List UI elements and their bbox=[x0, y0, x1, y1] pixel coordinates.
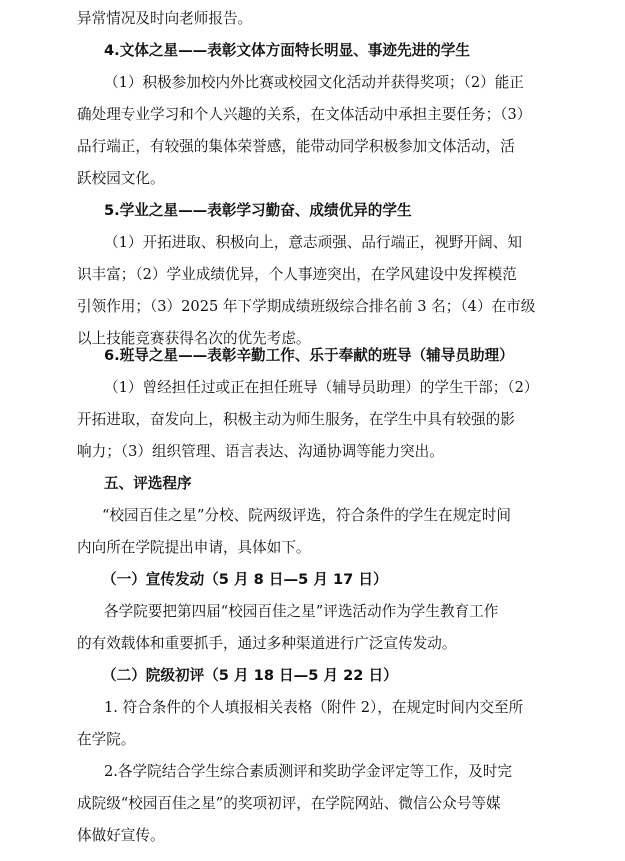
text-line: 确处理专业学习和个人兴趣的关系，在文体活动中承担主要任务；（3） bbox=[77, 106, 532, 123]
text-line: 异常情况及时向老师报告。 bbox=[77, 10, 253, 27]
text-line: 品行端正，有较强的集体荣誉感，能带动同学积极参加文体活动，活 bbox=[77, 138, 515, 155]
text-line: 在学院。 bbox=[77, 731, 136, 748]
subsection-heading-1: （一）宣传发动（5 月 8 日—5 月 17 日） bbox=[102, 571, 388, 588]
text-line: 体做好宣传。 bbox=[77, 827, 165, 844]
text-line: 成院级“校园百佳之星”的奖项初评，在学院网站、微信公众号等媒 bbox=[77, 795, 501, 812]
text-line: 内向所在学院提出申请，具体如下。 bbox=[77, 539, 311, 556]
section-heading-4: 4.文体之星——表彰文体方面特长明显、事迹先进的学生 bbox=[104, 42, 470, 59]
section-heading-6: 6.班导之星——表彰辛勤工作、乐于奉献的班导（辅导员助理） bbox=[104, 347, 514, 364]
text-line: 以上技能竞赛获得名次的优先考虑。 bbox=[77, 330, 311, 347]
text-line: 引领作用；（3）2025 年下学期成绩班级综合排名前 3 名；（4）在市级 bbox=[77, 298, 536, 315]
text-line: “校园百佳之星”分校、院两级评选，符合条件的学生在规定时间 bbox=[102, 507, 511, 524]
text-line: 1. 符合条件的个人填报相关表格（附件 2），在规定时间内交至所 bbox=[104, 699, 524, 716]
text-line: （1）积极参加校内外比赛或校园文化活动并获得奖项；（2）能正 bbox=[104, 74, 524, 91]
text-line: 各学院要把第四届“校园百佳之星”评选活动作为学生教育工作 bbox=[104, 603, 499, 620]
subsection-heading-2: （二）院级初评（5 月 18 日—5 月 22 日） bbox=[102, 667, 398, 684]
text-line: （1）曾经担任过或正在担任班导（辅导员助理）的学生干部；（2） bbox=[104, 379, 539, 396]
text-line: （1）开拓进取、积极向上，意志顽强、品行端正，视野开阔、知 bbox=[104, 234, 522, 251]
text-line: 跃校园文化。 bbox=[77, 170, 165, 187]
text-line: 开拓进取，奋发向上，积极主动为师生服务，在学生中具有较强的影 bbox=[77, 411, 515, 428]
text-line: 识丰富；（2）学业成绩优异，个人事迹突出，在学风建设中发挥模范 bbox=[77, 266, 517, 283]
chapter-heading-5: 五、评选程序 bbox=[104, 475, 192, 492]
section-heading-5: 5.学业之星——表彰学习勤奋、成绩优异的学生 bbox=[104, 202, 412, 219]
text-line: 响力；（3）组织管理、语言表达、沟通协调等能力突出。 bbox=[77, 443, 444, 460]
text-line: 2.各学院结合学生综合素质测评和奖助学金评定等工作，及时完 bbox=[104, 763, 512, 780]
text-line: 的有效载体和重要抓手，通过多种渠道进行广泛宣传发动。 bbox=[77, 635, 457, 652]
